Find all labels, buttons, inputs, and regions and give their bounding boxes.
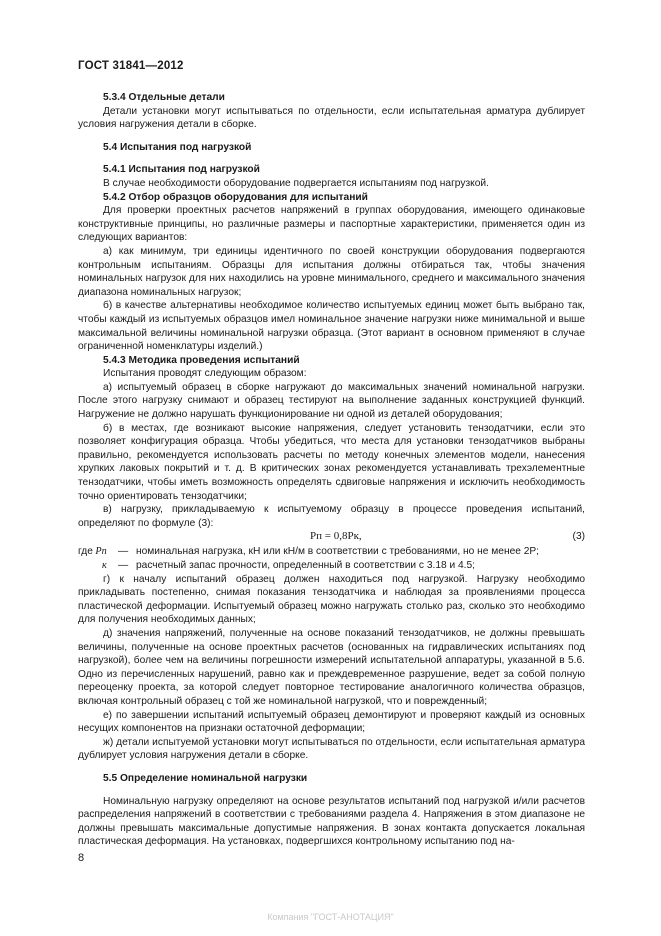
heading-5-4-2: 5.4.2 Отбор образцов оборудования для испытаний bbox=[103, 191, 368, 203]
list-item-v: в) нагрузку, прикладываемую к испытуемому образцу в процессе проведения испытаний, определяют по формуле (3): bbox=[78, 504, 585, 529]
list-item-a: а) испытуемый образец в сборке нагружают до максимальных значений номинальной нагрузки. После этого нагрузку снимают и образец тестируют на выполнение заданных конструкцией функций. Нагружение не должно нарушать функционирование ни одной из деталей оборудования; bbox=[78, 381, 585, 421]
heading-5-4: 5.4 Испытания под нагрузкой bbox=[103, 141, 252, 153]
heading-5-5: 5.5 Определение номинальной нагрузки bbox=[103, 772, 308, 784]
list-item-g: г) к началу испытаний образец должен находиться под нагрузкой. Нагрузку необходимо прикладывать постепенно, снимая показания тензодатчика и наблюдая за проявлениями процесса пластической деформации. Испытуемый образец можно нагружать столько раз, сколько это необходимо для получения необходимых данных; bbox=[78, 573, 585, 626]
definition-dash: — bbox=[118, 560, 129, 571]
heading-5-4-1: 5.4.1 Испытания под нагрузкой bbox=[103, 164, 260, 176]
watermark: Компания "ГОСТ-АНОТАЦИЯ" bbox=[267, 912, 394, 922]
definition-dash: — bbox=[118, 546, 129, 558]
list-item-b: б) в местах, где возникают высокие напряжения, следует установить тензодатчики, если это позволяет конфигурация образца. Чтобы убедиться, что места для установки тензодатчиков выбраны правильно, рекомендуется использовать расчеты по методу конечных элементов модели, нанесения хрупких лаковых покрытий и т. д. В критических зонах рекомендуется устанавливать трехэлементные тензодатчики, чтобы иметь возможность определять сдвиговые напряжения и исключить необходимость точно ориентировать тензодатчики; bbox=[78, 422, 585, 502]
paragraph: В случае необходимости оборудование подвергается испытаниям под нагрузкой. bbox=[103, 177, 489, 189]
paragraph: Для проверки проектных расчетов напряжений в группах оборудования, имеющего одинаковые конструктивные принципы, но различные размеры и паспортные характеристики, применяется один из следующих вариантов: bbox=[78, 205, 585, 244]
definition-symbol: к bbox=[102, 560, 107, 571]
document-header: ГОСТ 31841—2012 bbox=[78, 60, 184, 72]
definition-text: номинальная нагрузка, кН или кН/м в соответствии с требованиями, но не менее 2P; bbox=[136, 546, 540, 558]
definition-row bbox=[78, 545, 585, 559]
formula-expression: Pп = 0,8Pк, bbox=[310, 530, 362, 543]
list-item-e: е) по завершении испытаний испытуемый образец демонтируют и проверяют каждый из основных несущих компонентов на признаки остаточной деформации; bbox=[78, 709, 585, 735]
list-item-d: д) значения напряжений, полученные на основе показаний тензодатчиков, не должны превышать величины, полученные на основе проектных расчетов (основанных на гидравлических испытаниях под нагрузкой), более чем на величины погрешности измерений испытательной аппаратуры, указанной в 5.6. Одно из перечисленных нарушений, равно как и преждевременное разрушение, ведет за собой полную переоценку проекта, за которой следует повторное тестирование аналогичного количества образцов, включая контрольный образец с той же номинальной нагрузкой, что и поврежденный; bbox=[78, 627, 585, 707]
definition-row bbox=[78, 559, 585, 573]
list-item-a: а) как минимум, три единицы идентичного по своей конструкции оборудования подвергаются контрольным испытаниям. Образцы для испытания должны отбираться так, чтобы значения номинальных нагрузок для них находились на уровне минимального, среднего и максимального значения диапазона номинальных нагрузок; bbox=[78, 245, 585, 298]
page-number: 8 bbox=[78, 852, 85, 864]
heading-5-3-4: 5.3.4 Отдельные детали bbox=[103, 92, 225, 103]
document-body bbox=[78, 91, 585, 849]
paragraph: Детали установки могут испытываться по отдельности, если испытательная арматура дублирует условия нагружения детали в сборке. bbox=[78, 105, 585, 131]
definition-symbol: где Pп bbox=[78, 546, 107, 558]
list-item-zh: ж) детали испытуемой установки могут испытываться по отдельности, если испытательная арматура дублирует условия нагружения детали в сборке. bbox=[78, 736, 585, 762]
formula-number: (3) bbox=[572, 531, 585, 543]
paragraph: Испытания проводят следующим образом: bbox=[103, 368, 307, 380]
heading-5-4-3: 5.4.3 Методика проведения испытаний bbox=[103, 354, 300, 366]
formula-3 bbox=[78, 530, 585, 545]
definition-text: расчетный запас прочности, определенный в соответствии с 3.18 и 4.5; bbox=[136, 560, 476, 571]
list-item-b: б) в качестве альтернативы необходимое количество испытуемых единиц может быть выбрано так, чтобы каждый из испытуемых образцов имел номинальное значение нагрузки ниже минимальной и выше максимальной величины номинальной нагрузки образца. (Этот вариант в основном применяют в случае ограниченной номенклатуры изделий.) bbox=[78, 300, 585, 353]
paragraph: Номинальную нагрузку определяют на основе результатов испытаний под нагрузкой и/или расчетов распределения напряжений в соответствии с требованиями раздела 4. Напряжения в этом диапазоне не должны превышать максимальные допустимые напряжения. В зонах контакта допускается локальная пластическая деформация. На установках, подвергшихся контрольному испытанию под на- bbox=[78, 795, 585, 848]
